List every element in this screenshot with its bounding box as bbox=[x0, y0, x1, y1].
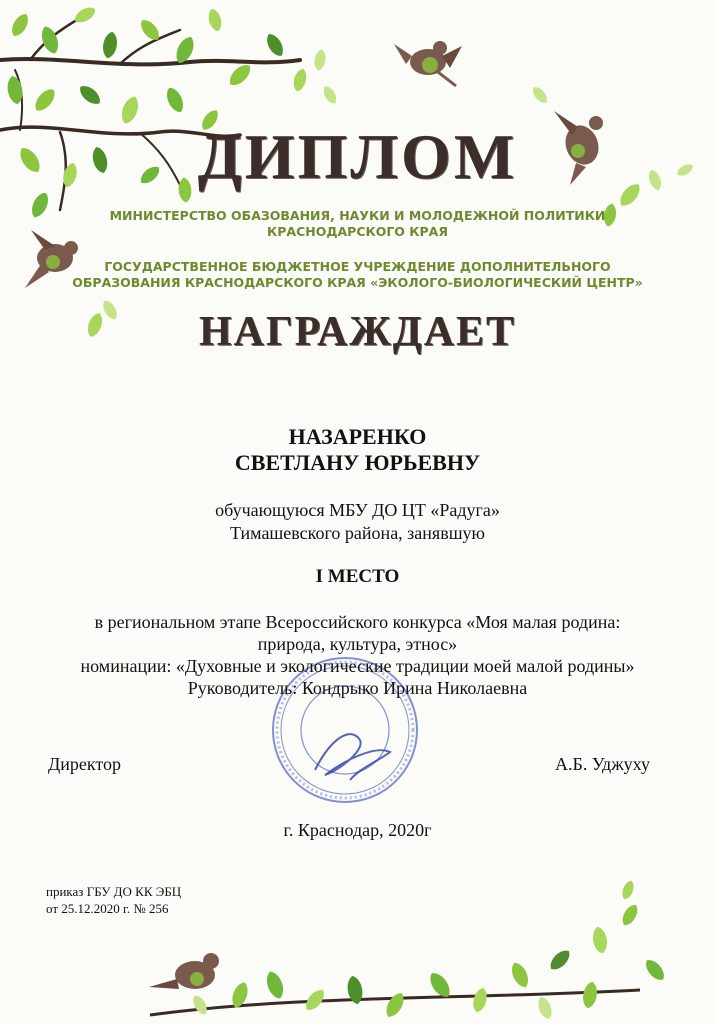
institution-line-1: ГОСУДАРСТВЕННОЕ БЮДЖЕТНОЕ УЧРЕЖДЕНИЕ ДОПОЛНИТЕЛЬНОГО bbox=[104, 259, 611, 274]
recipient-surname: НАЗАРЕНКО bbox=[288, 424, 427, 449]
awards-heading: НАГРАЖДАЕТ bbox=[198, 309, 517, 355]
competition-line-2: природа, культура, этнос» bbox=[257, 634, 458, 654]
ministry-line-2: КРАСНОДАРСКОГО КРАЯ bbox=[267, 224, 448, 239]
director-label: Директор bbox=[48, 754, 122, 774]
order-line-1: приказ ГБУ ДО КК ЭБЦ bbox=[46, 884, 182, 899]
nomination-line: номинации: «Духовные и экологические традиции моей малой родины» bbox=[80, 656, 635, 676]
city-year: г. Краснодар, 2020г bbox=[283, 820, 432, 840]
place-heading: I МЕСТО bbox=[315, 566, 400, 587]
ministry-line-1: МИНИСТЕРСТВО ОБАЗОВАНИЯ, НАУКИ И МОЛОДЕЖНОЙ ПОЛИТИКИ bbox=[109, 208, 606, 223]
district-line: Тимашевского района, занявшую bbox=[230, 523, 485, 543]
recipient-name: СВЕТЛАНУ ЮРЬЕВНУ bbox=[234, 450, 481, 475]
order-line-2: от 25.12.2020 г. № 256 bbox=[46, 901, 169, 916]
director-name: А.Б. Уджуху bbox=[555, 754, 650, 774]
student-line: обучающуюся МБУ ДО ЦТ «Радуга» bbox=[215, 500, 500, 520]
institution-line-2: ОБРАЗОВАНИЯ КРАСНОДАРСКОГО КРАЯ «ЭКОЛОГО-БИОЛОГИЧЕСКИЙ ЦЕНТР» bbox=[72, 275, 643, 290]
bird-icon bbox=[149, 953, 219, 989]
leaf-cluster-bottom bbox=[150, 879, 668, 1021]
page-title: ДИПЛОМ bbox=[197, 121, 518, 192]
bird-icon bbox=[394, 41, 462, 86]
competition-line-1: в региональном этапе Всероссийского конкурса «Моя малая родина: bbox=[94, 612, 621, 632]
leader-line: Руководитель: Кондрыко Ирина Николаевна bbox=[187, 678, 528, 698]
